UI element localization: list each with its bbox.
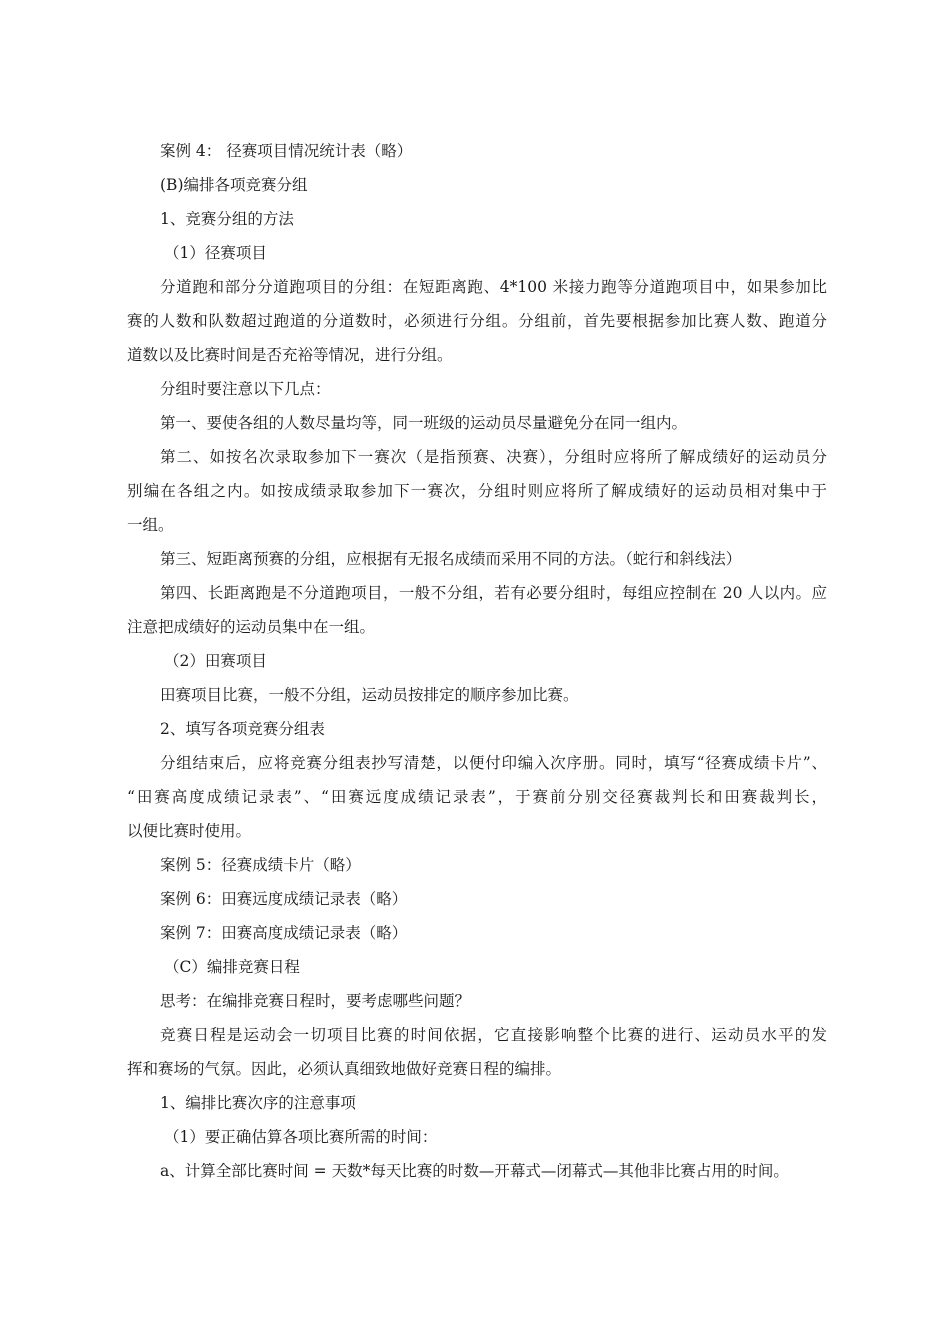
text-line: 第三、短距离预赛的分组，应根据有无报名成绩而采用不同的方法。（蛇行和斜线法） bbox=[160, 550, 742, 568]
text-line: 1、编排比赛次序的注意事项 bbox=[160, 1094, 356, 1112]
text-line: 竞赛日程是运动会一切项目比赛的时间依据，它直接影响整个比赛的进行、运动员水平的发 bbox=[160, 1026, 827, 1044]
text-line: 案例 7：田赛高度成绩记录表（略） bbox=[160, 924, 408, 942]
text-line: 思考：在编排竞赛日程时，要考虑哪些问题？ bbox=[160, 992, 471, 1010]
text-line: 第四、长距离跑是不分道跑项目，一般不分组，若有必要分组时，每组应控制在 20 人以内。应 bbox=[160, 584, 827, 602]
text-line: (B)编排各项竞赛分组 bbox=[160, 176, 308, 194]
text-line: （1）要正确估算各项比赛所需的时间： bbox=[164, 1128, 438, 1146]
text-line: 分组时要注意以下几点： bbox=[160, 380, 331, 398]
text-line: “田赛高度成绩记录表”、“田赛远度成绩记录表”，于赛前分别交径赛裁判长和田赛裁判长， bbox=[127, 788, 827, 806]
document-body bbox=[127, 134, 827, 1188]
text-line: （C）编排竞赛日程 bbox=[164, 958, 300, 976]
text-line: 道数以及比赛时间是否充裕等情况，进行分组。 bbox=[127, 346, 453, 364]
text-line: 赛的人数和队数超过跑道的分道数时，必须进行分组。分组前，首先要根据参加比赛人数、跑道分 bbox=[127, 312, 827, 330]
text-line: 分道跑和部分分道跑项目的分组：在短距离跑、4*100 米接力跑等分道跑项目中，如果参加比 bbox=[160, 278, 827, 296]
text-line: 案例 4： 径赛项目情况统计表（略） bbox=[160, 142, 413, 160]
text-line: 一组。 bbox=[127, 516, 174, 534]
text-line: 1、竞赛分组的方法 bbox=[160, 210, 294, 228]
text-line: 2、填写各项竞赛分组表 bbox=[160, 720, 325, 738]
text-line: 以便比赛时使用。 bbox=[127, 822, 252, 840]
text-line: 注意把成绩好的运动员集中在一组。 bbox=[127, 618, 376, 636]
text-line: 第一、要使各组的人数尽量均等，同一班级的运动员尽量避免分在同一组内。 bbox=[160, 414, 688, 432]
text-line: 别编在各组之内。如按成绩录取参加下一赛次，分组时则应将所了解成绩好的运动员相对集中于 bbox=[127, 482, 827, 500]
text-line: （1）径赛项目 bbox=[164, 244, 267, 262]
text-line: 第二、如按名次录取参加下一赛次（是指预赛、决赛），分组时应将所了解成绩好的运动员分 bbox=[160, 448, 827, 466]
text-line: 分组结束后，应将竞赛分组表抄写清楚，以便付印编入次序册。同时，填写“径赛成绩卡片”、 bbox=[160, 754, 827, 772]
text-line: 案例 5：径赛成绩卡片（略） bbox=[160, 856, 361, 874]
text-line: 案例 6：田赛远度成绩记录表（略） bbox=[160, 890, 408, 908]
text-line: （2）田赛项目 bbox=[164, 652, 267, 670]
text-line: 挥和赛场的气氛。因此，必须认真细致地做好竞赛日程的编排。 bbox=[127, 1060, 562, 1078]
text-line: 田赛项目比赛，一般不分组，运动员按排定的顺序参加比赛。 bbox=[160, 686, 579, 704]
text-line: a、计算全部比赛时间 = 天数*每天比赛的时数—开幕式—闭幕式—其他非比赛占用的时间。 bbox=[160, 1162, 789, 1180]
